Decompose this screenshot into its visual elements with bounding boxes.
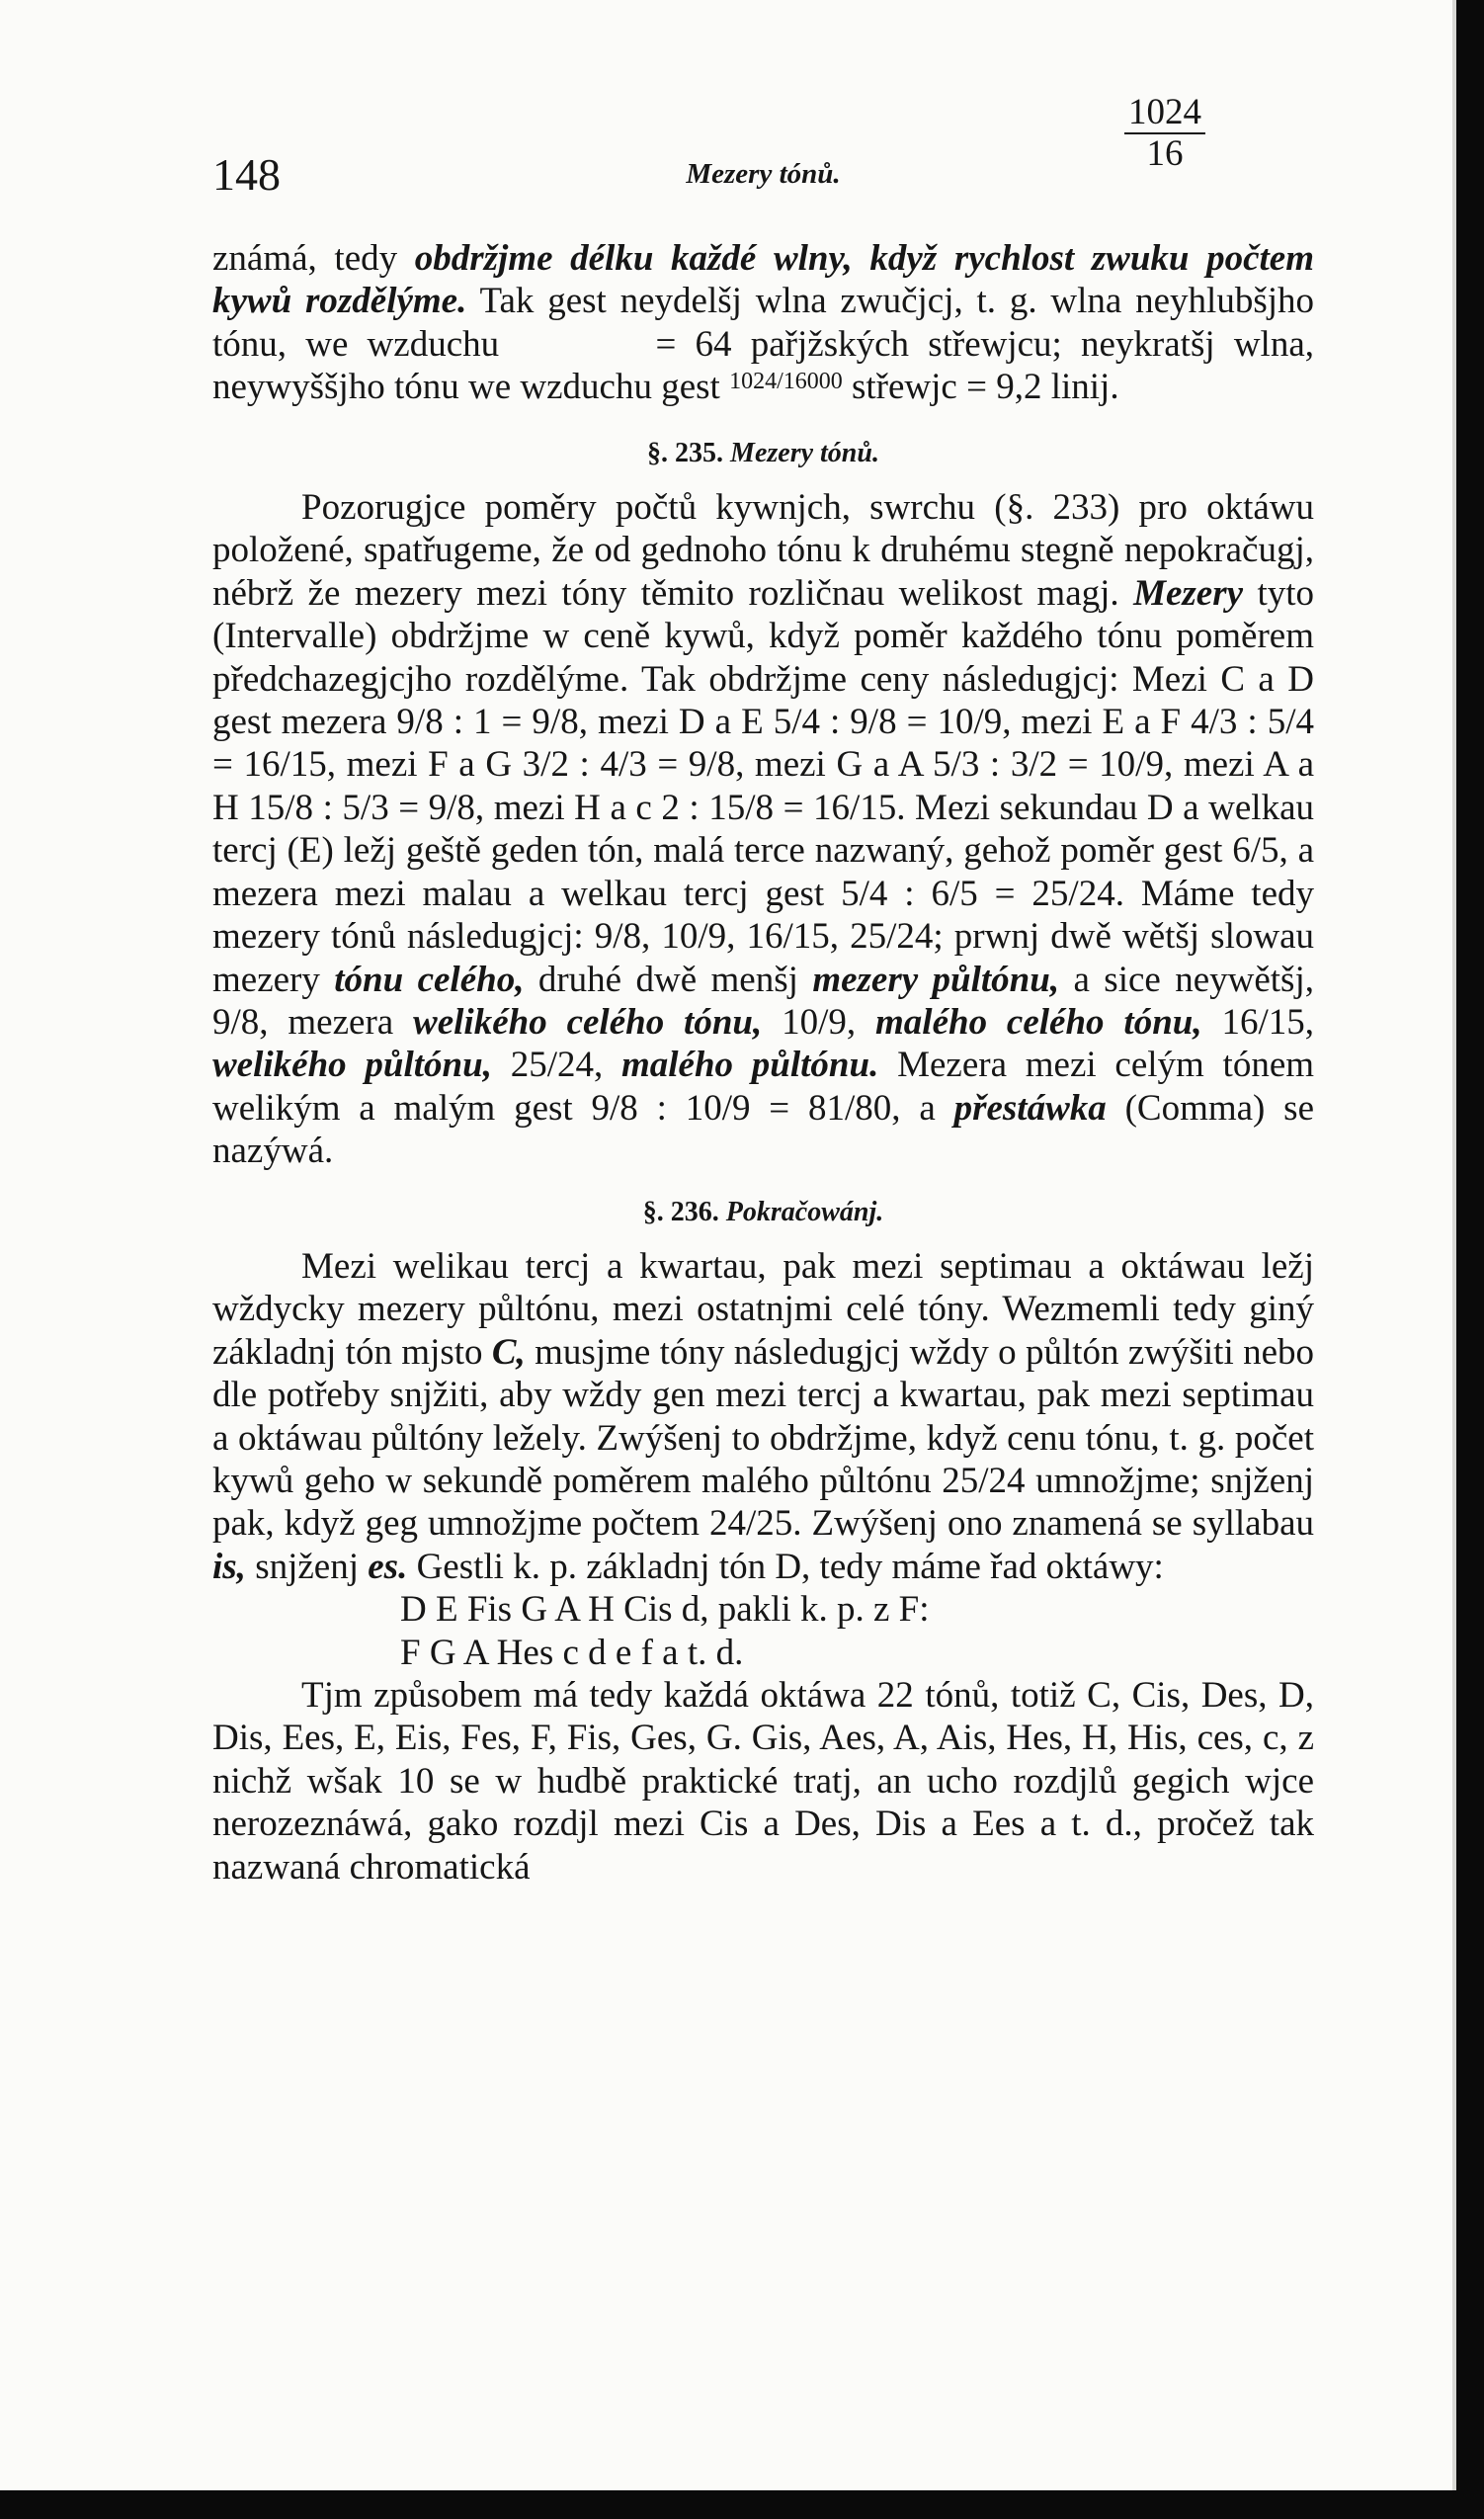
section-number: §. 236. [642,1196,719,1227]
paragraph-3 [212,1245,1314,1588]
emphasis-run: welikého půltónu, [212,1045,492,1086]
body-text [212,237,1314,1889]
section-number: §. 235. [647,437,724,468]
text-run: Pozorugjce poměry počtů kywnjch, swrchu (§. 233) pro oktáwu položené, spatřugeme, že od gednoho tónu k druhému stegně nepokračugj, nébrž že mezery mezi tóny těmito rozličnau welikost magj. [212,487,1314,614]
paragraph-2 [212,486,1314,1173]
text-run: Mezera mezi celým tónem welikým a malým gest 9/8 : 10/9 = 81/80, a [212,1045,1315,1129]
text-run: musjme tóny následugjcj wždy o půltón zwýšiti nebo dle potřeby snjžiti, aby wždy gen mezi tercj a kwartau, pak mezi septimau a oktáwau půltóny ležely. Zwýšenj to obdržjme, když cenu tónu, t. g. počet kywů geho w sekundě poměrem malého půltónu 25/24 umnožjme; snjženj pak, když geg umnožjme počtem 24/25. Zwýšenj ono znamená se syllabau [212,1331,1314,1545]
emphasis-run: welikého celého tónu, [413,1001,763,1043]
section-title: Mezery tónů. [730,437,879,468]
text-run: (Comma) se nazýwá. [212,1087,1314,1172]
text-run: snjženj [245,1546,369,1587]
section-heading-235 [212,432,1314,474]
emphasis-run: malého celého tónu, [875,1001,1202,1043]
text-run: = 64 pařjžských střewjcu; neykratšj wlna, neywyššjho tónu we wzduchu gest [212,323,1314,408]
emphasis-run: přestáwka [953,1087,1107,1129]
emphasis-run: obdržjme délku každé wlny, když rychlost zwuku počtem kywů rozdělýme. [212,238,1314,322]
emphasis-run: Mezery [1133,572,1244,614]
text-run: tyto (Intervalle) obdržjme w ceně kywů, když poměr každého tónu poměrem předchazegjcjho rozdělýme. Tak obdržjme ceny následugjcj: Mezi C a D gest mezera 9/8 : 1 = 9/8, mezi D a E 5/4 : 9/8 = 10/9, mezi E a F 4/3 : 5/4 = 16/15, mezi F a G 3/2 : 4/3 = 9/8, mezi G a A 5/3 : 3/2 = 10/9, mezi A a H 15/8 : 5/3 = 9/8, mezi H a c 2 : 15/8 = 16/15. Mezi sekundau D a welkau tercj (E) ležj geště geden tón, malá terce nazwaný, gehož poměr gest 6/5, a mezera mezi malau a welkau tercj gest 5/4 : 6/5 = 25/24. Máme tedy mezery tónů následugjcj: 9/8, 10/9, 16/15, 25/24; prwnj dwě wětšj slowau mezery [212,572,1315,1000]
text-run: Tak gest neydelšj wlna zwučjcj, t. g. wlna neyhlubšjho tónu, we wzduchu [212,281,1314,365]
page-number: 148 [212,149,281,200]
paragraph-4: Tjm způsobem má tedy každá oktáwa 22 tónů, totiž C, Cis, Des, D, Dis, Ees, E, Eis, Fes, F, Fis, Ges, G. Gis, Aes, A, Ais, Hes, H, His, ces, c, z nichž wšak 10 se w hudbě praktické tratj, an ucho rozdjlů gegich wjce nerozeznáwá, gako rozdjl mezi Cis a Des, Dis a Ees a t. d., pročež tak nazwaná chromatická [212,1675,1314,1888]
fraction-numerator: 1024 [1124,93,1205,134]
scale-line: D E Fis G A H Cis d, pakli k. p. z F: [400,1589,930,1631]
text-run: druhé dwě menšj [524,959,813,1000]
scale-line: F G A Hes c d e f a t. d. [400,1632,744,1673]
text-run: známá, tedy [212,238,415,279]
paragraph-1 [212,237,1314,414]
section-title: Pokračowánj. [725,1196,884,1227]
emphasis-run: is, [212,1546,246,1587]
emphasis-run: malého půltónu. [620,1045,879,1086]
fraction-denominator: 16 [1146,133,1184,174]
emphasis-run: mezery půltónu, [812,959,1060,1000]
emphasis-run: es. [368,1546,408,1587]
section-heading-236 [212,1191,1314,1233]
text-run: střewjc = 9,2 linij. [842,367,1119,408]
fraction-1024-16 [1124,93,1205,174]
text-run: 16/15, [1201,1001,1315,1043]
text-run: 25/24, [491,1045,621,1086]
text-run: Mezi welikau tercj a kwartau, pak mezi septimau a oktáwau ležj wždycky mezery půltónu, mezi ostatnjmi celé tóny. Wezmemli tedy giný základnj tón mjsto [212,1245,1314,1373]
text-run: Gestli k. p. základnj tón D, tedy máme řad oktáwy: [407,1546,1164,1587]
running-title: Mezery tónů. [686,158,841,190]
text-run: a sice neywětšj, 9/8, mezera [212,959,1314,1043]
fraction: 1024/16000 [729,369,843,395]
emphasis-run: C, [491,1331,526,1373]
emphasis-run: tónu celého, [334,959,525,1000]
text-run: 10/9, [762,1001,876,1043]
